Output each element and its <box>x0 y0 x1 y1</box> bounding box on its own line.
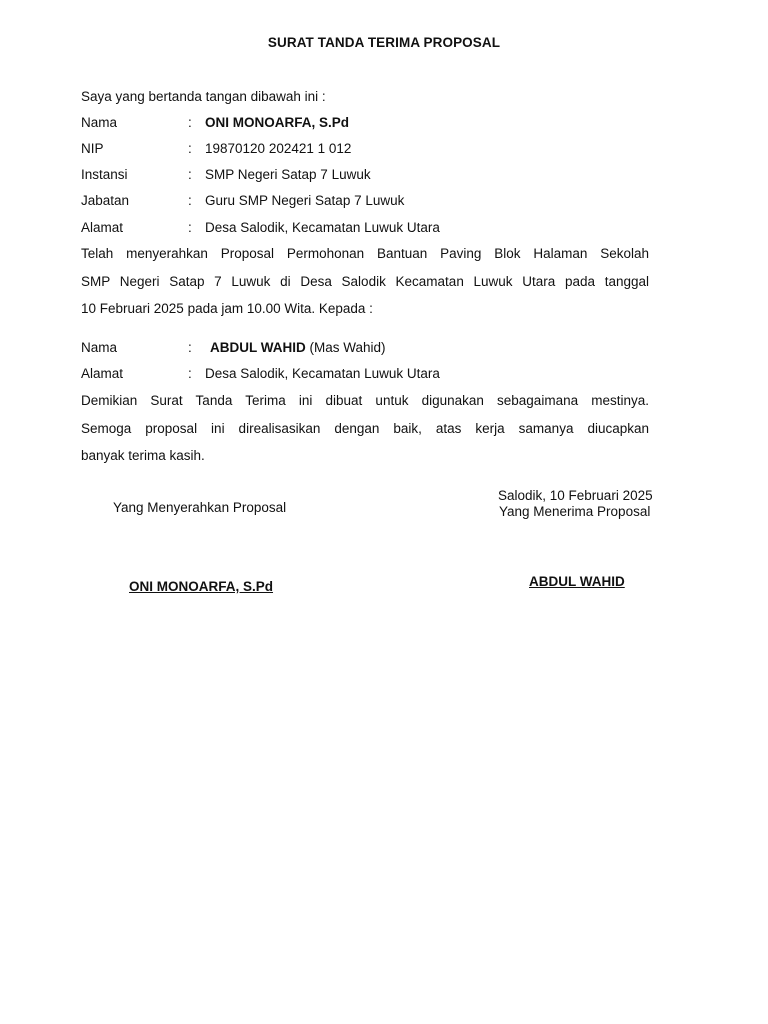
closing-line: Demikian Surat Tanda Terima ini dibuat untuk digunakan sebagaimana mestinya. <box>81 393 649 408</box>
recipient-signature-role: Yang Menerima Proposal <box>499 504 651 519</box>
recipient-name-value: ABDUL WAHID <box>210 340 306 355</box>
sender-jabatan-value: Guru SMP Negeri Satap 7 Luwuk <box>205 193 405 208</box>
body-line: 10 Februari 2025 pada jam 10.00 Wita. Kepada : <box>81 301 373 316</box>
recipient-alamat-label: Alamat <box>81 366 124 381</box>
sender-alamat-value: Desa Salodik, Kecamatan Luwuk Utara <box>205 220 440 235</box>
sender-jabatan-label: Jabatan <box>81 193 130 208</box>
body-line: Telah menyerahkan Proposal Permohonan Bantuan Paving Blok Halaman Sekolah <box>81 246 649 261</box>
intro-line: Saya yang bertanda tangan dibawah ini : <box>81 89 326 104</box>
recipient-name-label: Nama <box>81 340 118 355</box>
colon: : <box>188 167 192 182</box>
colon: : <box>188 340 192 355</box>
sender-name-label: Nama <box>81 115 118 130</box>
recipient-name-note: (Mas Wahid) <box>309 340 386 355</box>
closing-paragraph <box>81 393 649 476</box>
sender-nip-value: 19870120 202421 1 012 <box>205 141 352 156</box>
sender-instansi-value: SMP Negeri Satap 7 Luwuk <box>205 167 371 182</box>
sender-name-value: ONI MONOARFA, S.Pd <box>205 115 350 130</box>
closing-line: Semoga proposal ini direalisasikan dengan baik, atas kerja samanya diucapkan <box>81 420 649 436</box>
recipient-signature-name: ABDUL WAHID <box>529 574 625 589</box>
recipient-name-group <box>210 340 386 355</box>
colon: : <box>188 115 192 130</box>
colon: : <box>188 141 192 156</box>
sender-alamat-label: Alamat <box>81 220 124 235</box>
recipient-place-date: Salodik, 10 Februari 2025 <box>498 488 653 503</box>
document-title: SURAT TANDA TERIMA PROPOSAL <box>267 35 501 50</box>
sender-nip-label: NIP <box>81 141 104 156</box>
body-paragraph <box>81 246 649 329</box>
colon: : <box>188 220 192 235</box>
sender-instansi-label: Instansi <box>81 167 128 182</box>
closing-line: banyak terima kasih. <box>81 448 205 463</box>
colon: : <box>188 193 192 208</box>
colon: : <box>188 366 192 381</box>
sender-signature-role: Yang Menyerahkan Proposal <box>113 500 287 515</box>
body-line: SMP Negeri Satap 7 Luwuk di Desa Salodik Kecamatan Luwuk Utara pada tanggal <box>81 273 649 289</box>
recipient-alamat-value: Desa Salodik, Kecamatan Luwuk Utara <box>205 366 440 381</box>
sender-signature-name: ONI MONOARFA, S.Pd <box>129 579 274 594</box>
